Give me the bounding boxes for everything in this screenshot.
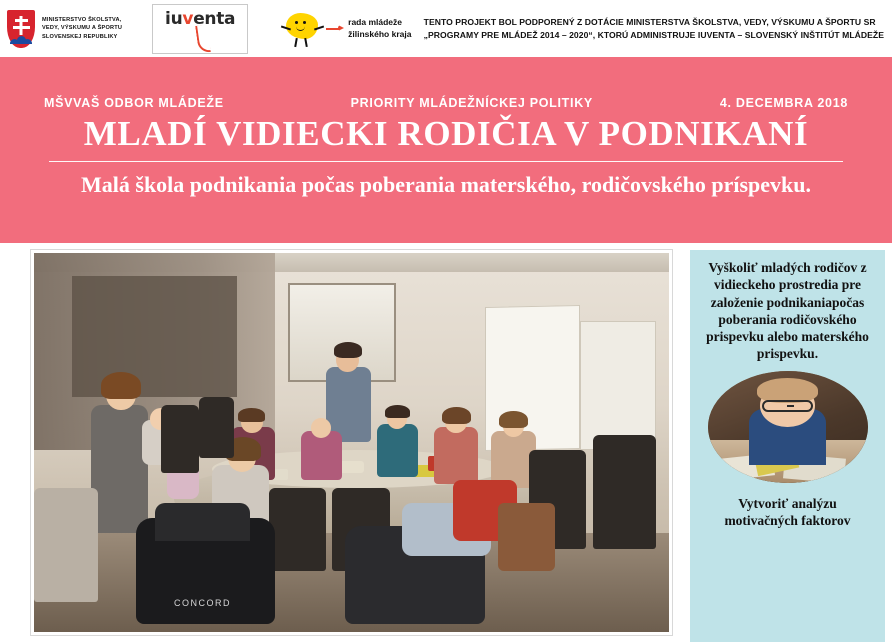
page-subtitle: Malá škola podnikania počas poberania materského, rodičovského príspevku. <box>81 172 811 198</box>
hero-topic: PRIORITY MLÁDEŽNÍCKEJ POLITIKY <box>350 96 593 110</box>
funding-line-1: TENTO PROJEKT BOL PODPORENÝ Z DOTÁCIE MINISTERSTVA ŠKOLSTVA, VEDY, VÝSKUMU A ŠPORTU SR <box>423 17 876 28</box>
hero-date: 4. DECEMBRA 2018 <box>719 96 848 110</box>
seminar-photo <box>31 250 672 635</box>
logo-bar <box>0 0 892 57</box>
ministry-line-3: SLOVENSKEJ REPUBLIKY <box>42 33 118 40</box>
stroller-brand-text: CONCORD <box>174 598 231 608</box>
page-title: MLADÍ VIDIECKI RODIČIA V PODNIKANÍ <box>83 114 809 153</box>
slovak-coat-of-arms-icon <box>6 9 36 49</box>
rada-mladeze-label <box>348 17 411 40</box>
rada-line-2: žilinského kraja <box>348 28 412 39</box>
hero-department: MŠVVAŠ ODBOR MLÁDEŽE <box>44 96 224 110</box>
ministry-logo <box>6 9 122 49</box>
hero-meta-row <box>44 57 848 110</box>
goal-text-1: Vyškoliť mladých rodičov z vidieckeho prostredia pre založenie podnikaniapočas poberania rodičovského prispevku alebo materského prispevku. <box>706 260 869 362</box>
goal-text-2: Vytvoriť analýzu motivačných faktorov <box>724 495 851 528</box>
glasses-icon <box>762 400 813 412</box>
yellow-mascot-icon <box>280 9 326 49</box>
rada-mladeze-logo <box>280 9 411 49</box>
ministry-line-2: VEDY, VÝSKUMU A ŠPORTU <box>42 25 123 32</box>
ministry-line-1: MINISTERSTVO ŠKOLSTVA, <box>42 16 122 23</box>
iuventa-word-left: iu <box>165 8 183 29</box>
content-area <box>0 243 892 642</box>
funding-line-2: „PROGRAMY PRE MLÁDEŽ 2014 – 2020“, KTORÚ ADMINISTRUJE IUVENTA – SLOVENSKÝ INŠTITÚT MLÁDEŽE <box>423 29 884 40</box>
iuventa-word-right: enta <box>193 8 236 29</box>
child-photo <box>708 371 868 483</box>
arrow-right-icon <box>326 25 344 33</box>
main-photo-column <box>31 250 672 642</box>
ministry-name <box>42 16 122 41</box>
iuventa-logo <box>152 4 248 54</box>
rada-line-1: rada mládeže <box>348 17 403 28</box>
hero-divider <box>49 161 843 163</box>
iuventa-word-accent: v <box>182 8 194 29</box>
sidebar-goals <box>690 250 885 642</box>
funding-disclaimer <box>424 16 884 41</box>
hero-header <box>0 57 892 243</box>
